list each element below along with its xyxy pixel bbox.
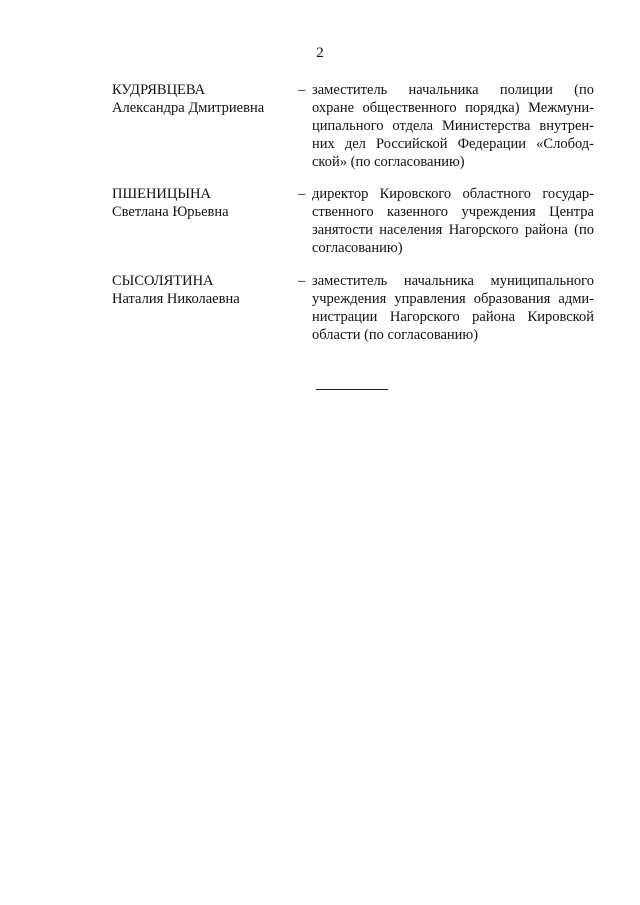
member-surname: КУДРЯВЦЕВА bbox=[112, 82, 206, 98]
member-given-name: Наталия Николаевна bbox=[112, 291, 240, 307]
dash-separator: – bbox=[298, 82, 306, 98]
role-line: согласованию) bbox=[312, 240, 403, 256]
member-name bbox=[112, 272, 292, 308]
member-role bbox=[312, 185, 594, 257]
role-line: охране общественного порядка) Межмуни- bbox=[312, 100, 594, 116]
end-separator-line bbox=[316, 389, 388, 390]
role-line: ципального отдела Министерства внутрен- bbox=[312, 118, 594, 134]
role-line: занятости населения Нагорского района (по bbox=[312, 222, 594, 238]
role-line: заместитель начальника полиции (по bbox=[312, 82, 594, 98]
member-given-name: Александра Дмитриевна bbox=[112, 100, 265, 116]
role-line: ской» (по согласованию) bbox=[312, 154, 465, 170]
role-line: нистрации Нагорского района Кировской bbox=[312, 309, 594, 325]
member-surname: ПШЕНИЦЫНА bbox=[112, 186, 211, 202]
role-line: заместитель начальника муниципального bbox=[312, 273, 594, 289]
role-line: области (по согласованию) bbox=[312, 327, 479, 343]
dash-separator: – bbox=[298, 186, 306, 202]
member-given-name: Светлана Юрьевна bbox=[112, 204, 229, 220]
member-role bbox=[312, 272, 594, 344]
role-line: директор Кировского областного государ- bbox=[312, 186, 594, 202]
role-line: них дел Российской Федерации «Слобод- bbox=[312, 136, 594, 152]
dash-separator: – bbox=[298, 273, 306, 289]
member-name bbox=[112, 185, 292, 221]
role-line: учреждения управления образования адми- bbox=[312, 291, 594, 307]
member-name bbox=[112, 81, 292, 117]
page-number: 2 bbox=[316, 45, 324, 61]
member-surname: СЫСОЛЯТИНА bbox=[112, 273, 214, 289]
role-line: ственного казенного учреждения Центра bbox=[312, 204, 594, 220]
member-role bbox=[312, 81, 594, 171]
